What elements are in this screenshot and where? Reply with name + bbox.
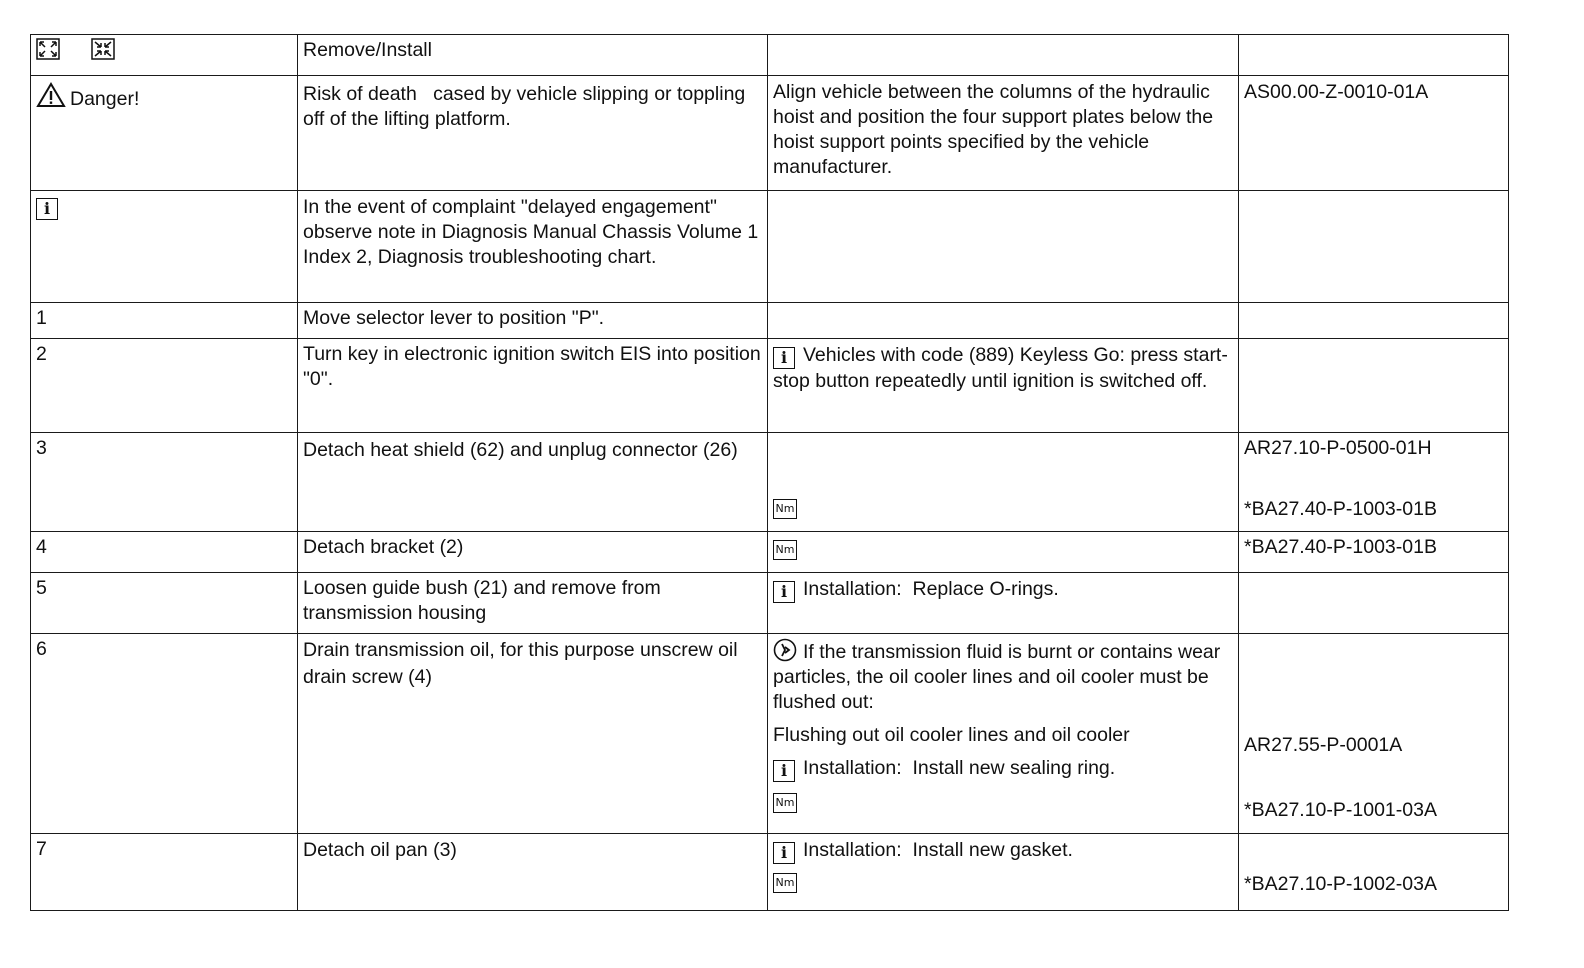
step-number: 6 <box>31 634 298 834</box>
torque-nm-icon: Nm <box>773 873 797 893</box>
step-row <box>31 634 1509 834</box>
info-icon: i <box>773 842 795 864</box>
step-note-cell <box>768 303 1239 339</box>
step-row <box>31 303 1509 339</box>
step-number: 3 <box>31 433 298 532</box>
torque-reference-link[interactable]: *BA27.40-P-1003-01B <box>1244 498 1437 520</box>
step-row <box>31 834 1509 911</box>
info-row <box>31 191 1509 303</box>
installation-label: Installation: <box>803 839 902 861</box>
header-empty-cell <box>768 35 1239 76</box>
danger-label: Danger! <box>70 88 140 110</box>
step-reference-cell <box>1239 573 1509 634</box>
torque-nm-icon: Nm <box>773 540 797 560</box>
step-note-cell <box>768 532 1239 573</box>
step-number: 2 <box>31 339 298 433</box>
step-row <box>31 339 1509 433</box>
step-note: Replace O-rings. <box>912 578 1059 600</box>
step-note: Vehicles with code (889) Keyless Go: press start-stop button repeatedly until ignition is switched off. <box>773 344 1228 392</box>
danger-text: Risk of death cased by vehicle slipping or toppling off of the lifting platform. <box>298 76 768 191</box>
step-text: Turn key in electronic ignition switch EIS into position "0". <box>298 339 768 433</box>
step-reference-cell <box>1239 339 1509 433</box>
info-empty-cell <box>1239 191 1509 303</box>
step-text: Move selector lever to position "P". <box>298 303 768 339</box>
header-icons-cell <box>31 35 298 76</box>
step-note-cell <box>768 339 1239 433</box>
step-text: Detach bracket (2) <box>298 532 768 573</box>
installation-label: Installation: <box>803 578 902 600</box>
info-empty-cell <box>768 191 1239 303</box>
step-text: Loosen guide bush (21) and remove from transmission housing <box>298 573 768 634</box>
step-note: Install new gasket. <box>912 839 1073 861</box>
header-title: Remove/Install <box>298 35 768 76</box>
torque-reference-link[interactable]: *BA27.40-P-1003-01B <box>1239 532 1509 573</box>
installation-note <box>773 838 1233 864</box>
danger-note: Align vehicle between the columns of the hydraulic hoist and position the four support plates below the hoist support points specified by the vehicle manufacturer. <box>768 76 1239 191</box>
warning-triangle-icon <box>36 82 66 108</box>
step-reference-cell <box>1239 433 1509 532</box>
collapse-icon[interactable] <box>91 38 115 60</box>
step-number: 4 <box>31 532 298 573</box>
procedure-table <box>30 34 1509 911</box>
step-number: 5 <box>31 573 298 634</box>
flushing-reference-link[interactable]: AR27.55-P-0001A <box>1244 734 1403 756</box>
step-note: Install new sealing ring. <box>912 757 1116 779</box>
danger-label-cell <box>31 76 298 191</box>
step-reference-cell <box>1239 634 1509 834</box>
caution-arrow-icon <box>773 638 797 662</box>
torque-reference-link[interactable]: *BA27.10-P-1002-03A <box>1244 873 1437 895</box>
step-row <box>31 433 1509 532</box>
step-note-cell <box>768 433 1239 532</box>
step-number: 7 <box>31 834 298 911</box>
installation-note <box>773 756 1233 782</box>
step-note-cell <box>768 573 1239 634</box>
step-text: Drain transmission oil, for this purpose unscrew oil drain screw (4) <box>298 634 768 834</box>
step-note-cell <box>768 834 1239 911</box>
torque-nm-icon: Nm <box>773 499 797 519</box>
installation-label: Installation: <box>803 757 902 779</box>
step-text: Detach oil pan (3) <box>298 834 768 911</box>
step-reference-link[interactable]: AR27.10-P-0500-01H <box>1244 437 1432 459</box>
step-reference-cell <box>1239 834 1509 911</box>
danger-row <box>31 76 1509 191</box>
caution-note <box>773 638 1233 715</box>
info-icon: i <box>36 198 58 220</box>
info-icon: i <box>773 347 795 369</box>
info-icon: i <box>773 760 795 782</box>
header-empty-cell <box>1239 35 1509 76</box>
step-note-cell <box>768 634 1239 834</box>
caution-text: If the transmission fluid is burnt or contains wear particles, the oil cooler lines and oil cooler must be flushed out: <box>773 641 1221 713</box>
torque-nm-icon: Nm <box>773 793 797 813</box>
info-text: In the event of complaint "delayed engagement" observe note in Diagnosis Manual Chassis Volume 1 Index 2, Diagnosis troubleshooting chart. <box>298 191 768 303</box>
flushing-text: Flushing out oil cooler lines and oil cooler <box>773 724 1130 746</box>
step-text: Detach heat shield (62) and unplug connector (26) <box>298 433 768 532</box>
step-row <box>31 573 1509 634</box>
expand-icon[interactable] <box>36 38 60 60</box>
info-icon: i <box>773 581 795 603</box>
info-icon-cell <box>31 191 298 303</box>
step-number: 1 <box>31 303 298 339</box>
header-row <box>31 35 1509 76</box>
step-reference-cell <box>1239 303 1509 339</box>
step-row <box>31 532 1509 573</box>
torque-reference-link[interactable]: *BA27.10-P-1001-03A <box>1244 799 1437 821</box>
danger-reference-link[interactable]: AS00.00-Z-0010-01A <box>1239 76 1509 191</box>
